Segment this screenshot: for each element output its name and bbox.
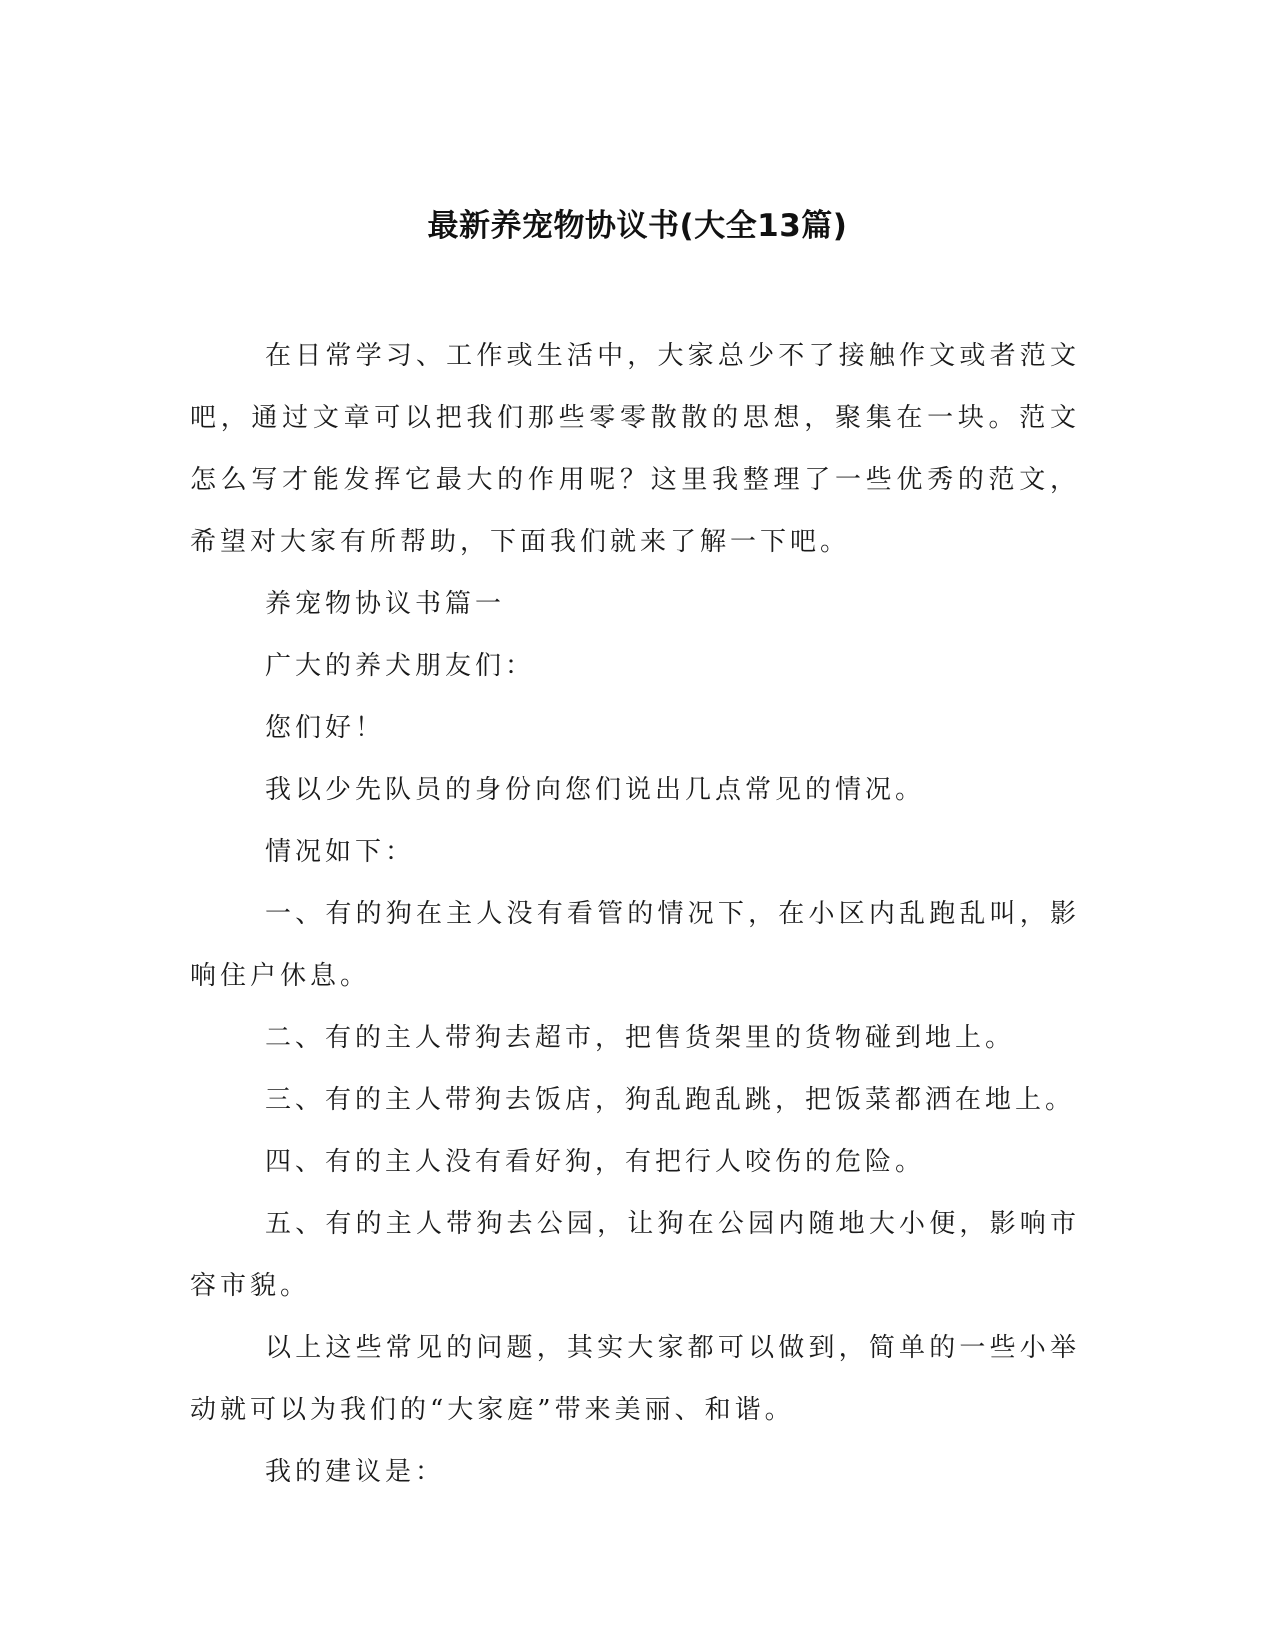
list-item: 四、有的主人没有看好狗，有把行人咬伤的危险。 [265, 1147, 926, 1177]
body-paragraph: 以上这些常见的问题，其实大家都可以做到，简单的一些小举动就可以为我们的“大家庭”带来美丽、和谐。 [190, 1333, 1080, 1425]
salutation: 广大的养犬朋友们： [265, 651, 536, 681]
list-item: 二、有的主人带狗去超市，把售货架里的货物碰到地上。 [265, 1023, 1016, 1053]
body-paragraph: 我的建议是： [265, 1457, 446, 1487]
list-item: 一、有的狗在主人没有看管的情况下，在小区内乱跑乱叫，影响住户休息。 [190, 899, 1080, 991]
section-heading: 养宠物协议书篇一 [265, 589, 506, 619]
intro-paragraph: 在日常学习、工作或生活中，大家总少不了接触作文或者范文吧，通过文章可以把我们那些零零散散的思想，聚集在一块。范文怎么写才能发挥它最大的作用呢？这里我整理了一些优秀的范文，希望对大家有所帮助，下面我们就来了解一下吧。 [190, 341, 1080, 557]
list-item: 五、有的主人带狗去公园，让狗在公园内随地大小便，影响市容市貌。 [190, 1209, 1080, 1301]
body-paragraph: 情况如下： [265, 837, 416, 867]
greeting: 您们好！ [265, 713, 386, 743]
document-body [190, 325, 1080, 1503]
document-title: 最新养宠物协议书(大全13篇) [427, 208, 848, 244]
list-item: 三、有的主人带狗去饭店，狗乱跑乱跳，把饭菜都洒在地上。 [265, 1085, 1076, 1115]
body-paragraph: 我以少先队员的身份向您们说出几点常见的情况。 [265, 775, 926, 805]
